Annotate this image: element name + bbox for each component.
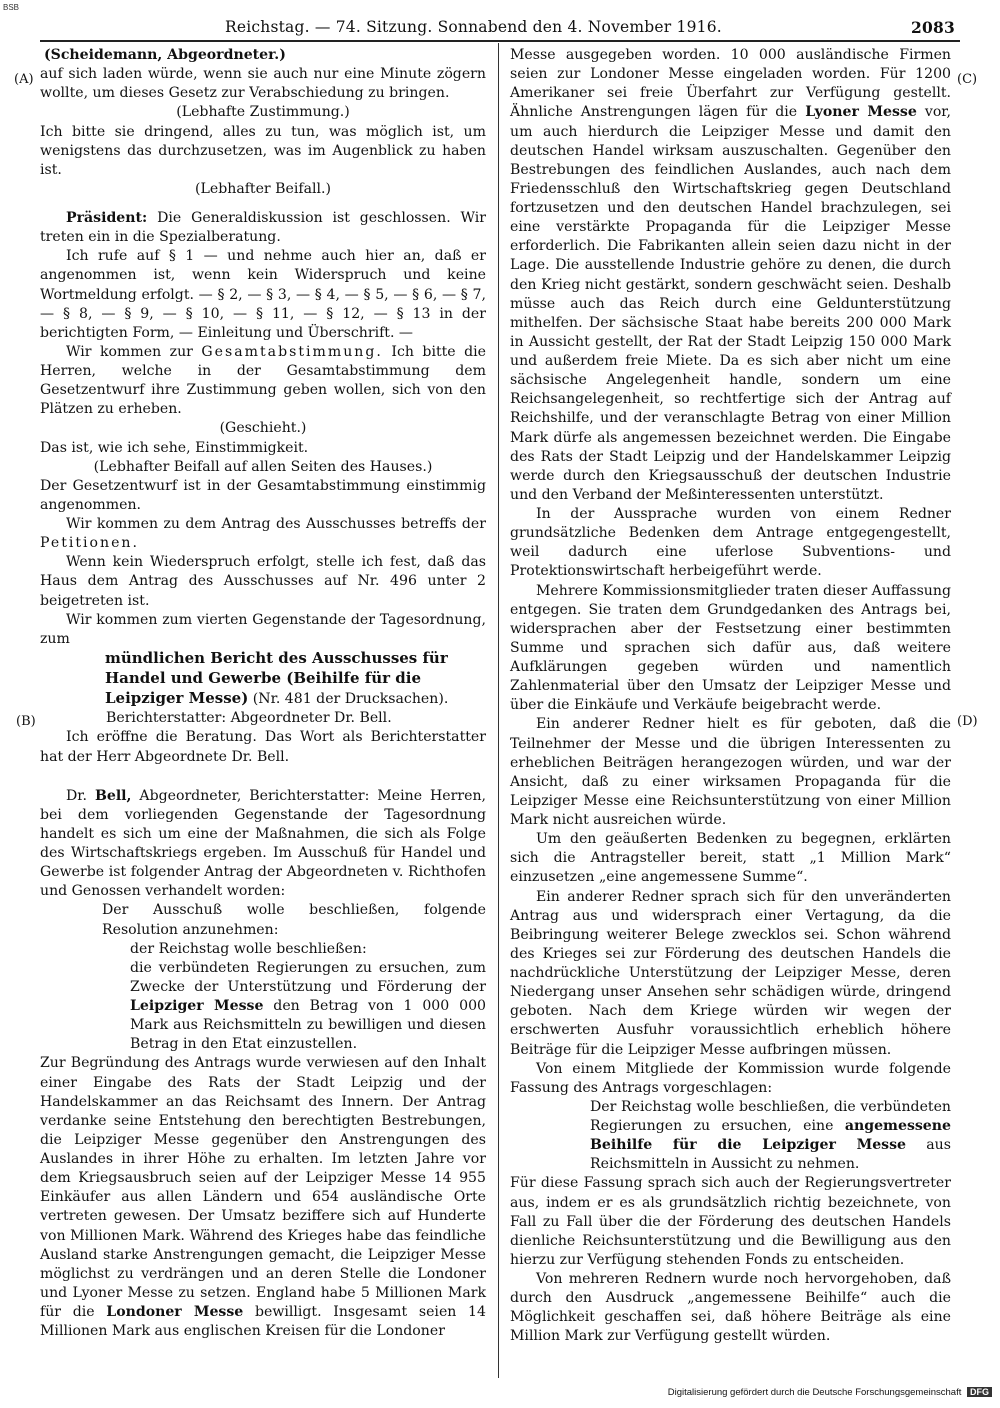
paragraph: Ich rufe auf § 1 — und nehme auch hier an, daß er angenommen ist, wenn kein Widerspruch und keine Wortmeldung erfolgt. — § 2, — § 3, — § 4, — § 5, — § 6, — § 7, — § 8, — § 9, — § 10, — § 11, — § 12, — § 13 in der berichtigten Form, — Einleitung und Überschrift. — — [40, 248, 486, 341]
right-column — [510, 46, 951, 1347]
paragraph: Um den geäußerten Bedenken zu begegnen, erklärten sich die Antragsteller bereit, statt „1 Million Mark“ einzusetzen „eine angemessene Summe“. — [510, 831, 951, 886]
paragraph: Ein anderer Redner sprach sich für den unveränderten Antrag aus und widersprach einer Vertagung, da die Beibringung weiterer Belege zwecklos sei. Schon während des Krieges sei zur Förderung des deutschen Handels die nachdrückliche Unterstützung der Leipziger Messe, deren Niedergang unser Ansehen sehr schädigen würde, dringend geboten. Nach dem Kriege würden wir wegen der erschwerten Ausfuhr voraussichtlich erheblich höhere Beiträge für die Leipziger Messe aufbringen müssen. — [510, 888, 951, 1058]
quote: Der Reichstag wolle beschließen, die verbündeten Regierungen zu ersuchen, eine angemessene Beihilfe für die Leipziger Messe aus Reichsmitteln in Aussicht zu nehmen. — [590, 1098, 951, 1173]
footer-text: Digitalisierung gefördert durch die Deutsche Forschungsgemeinschaft — [667, 1387, 962, 1398]
paragraph: Wenn kein Wiederspruch erfolgt, stelle ich fest, daß das Haus dem Antrag des Ausschusses auf Nr. 496 unter 2 beigetreten ist. — [40, 554, 486, 609]
paragraph: Der Gesetzentwurf ist in der Gesamtabstimmung einstimmig angenommen. — [40, 477, 486, 513]
reaction: (Lebhafter Beifall.) — [195, 180, 331, 197]
bell-paragraph: Dr. Bell, Abgeordneter, Berichterstatter: Meine Herren, bei dem vorliegenden Gegenstande der Tagesordnung handelt es sich um eine der Maßnahmen, die sich als Folge des Wirtschaftskriegs ergeben. Im Ausschuß für Handel und Gewerbe ist folgender Antrag der Abgeordneten v. Richthofen und Genossen verhandelt worden: — [40, 787, 486, 900]
paragraph: Für diese Fassung sprach sich auch der Regierungsvertreter aus, indem er es als grundsätzlich richtig bezeichnete, von Fall zu Fall über die der Förderung des deutschen Handels dienliche Reichsunterstützung und die Bewilligung aus den hierzu zur Verfügung stehenden Fonds zu entscheiden. — [510, 1175, 951, 1268]
paragraph: Messe ausgegeben worden. 10 000 ausländische Firmen seien zur Londoner Messe eingeladen worden. Für 1200 Amerikaner sei freie Überfahrt zur Verfügung gestellt. Ähnliche Anstrengungen lägen für die Lyoner Messe vor, um auch hierdurch die Leipziger Messe und damit den deutschen Handel wirksam auszuschalten. Gegenüber den Bestrebungen des feindlichen Auslandes, auch nach dem Friedensschluß den Wirtschaftskrieg gegen Deutschland fortzusetzen und den deutschen Handel brachzulegen, sei eine verstärkte Propaganda für die Leipziger Messe erforderlich. Die Fabrikanten allein seien dazu nicht in der Lage. Die ausstellende Industrie gehöre zu denen, die durch den Krieg nicht gestärkt, sondern geschwächt seien. Deshalb müsse auch das Reich durch eine Geldunterstützung mithelfen. Der sächsische Staat habe bereits 200 000 Mark in Aussicht gestellt, der Rat der Stadt Leipzig 150 000 Mark und außerdem freie Miete. Da es sich aber nicht um eine sächsische Angelegenheit handle, sondern um eine Reichsangelegenheit, so rechtfertige sich der Antrag auf Reichshilfe, und der veranschlagte Betrag von einer Million Mark dürfe als angemessen bezeichnet werden. Die Eingabe des Rats der Stadt Leipzig und der Handelskammer Leipzig werde durch den Kriegsausschuß der deutschen Industrie und den Verband der Meßinteressenten unterstützt. — [510, 47, 951, 503]
margin-mark-b: (B) — [16, 714, 36, 729]
header-rule — [40, 40, 960, 42]
paragraph: Ein anderer Redner hielt es für geboten, daß die Teilnehmer der Messe und die übrigen Interessenten zu erheblichen Beiträgen herangezogen würden, und war der Ansicht, daß zu einer wirksamen Propaganda für die Leipziger Messe eine Reichsunterstützung von einer Million Mark nicht ausreichen würde. — [510, 716, 951, 828]
dfg-logo: DFG — [967, 1387, 992, 1397]
left-column — [40, 46, 486, 1341]
paragraph: Wir kommen zur Gesamtabstimmung. Ich bitte die Herren, welche in der Gesamtabstimmung dem Gesetzentwurf ihre Zustimmung geben wollen, sich von den Plätzen zu erheben. — [40, 343, 486, 418]
paragraph: Das ist, wie ich sehe, Einstimmigkeit. — [40, 439, 309, 456]
speaker-name: Bell, — [94, 787, 132, 804]
margin-mark-c: (C) — [957, 72, 978, 87]
reporter-line: Berichterstatter: Abgeordneter Dr. Bell. — [106, 710, 392, 727]
paragraph: In der Aussprache wurden von einem Redner grundsätzliche Bedenken dem Antrage entgegengestellt, weil dadurch eine uferlose Subventions- und Protektionswirtschaft herbeigeführt werde. — [510, 506, 951, 580]
page-number: 2083 — [911, 18, 955, 37]
quote: die verbündeten Regierungen zu ersuchen, zum Zwecke der Unterstützung und Förderung der Leipziger Messe den Betrag von 1 000 000 Mark aus Reichsmitteln zu bewilligen und diesen Betrag in den Etat einzustellen. — [130, 959, 487, 1053]
paragraph: Ich bitte sie dringend, alles zu tun, was möglich ist, um wenigstens das durchzusetzen, was im Augenblick zu haben ist. — [40, 123, 486, 178]
paragraph: Wir kommen zu dem Antrag des Ausschusses betreffs der Petitionen. — [40, 516, 486, 552]
reaction: (Lebhafter Beifall auf allen Seiten des Hauses.) — [93, 458, 433, 475]
header-title: Reichstag. — 74. Sitzung. Sonnabend den 4. November 1916. — [225, 18, 722, 36]
paragraph: Zur Begründung des Antrags wurde verwiesen auf den Inhalt einer Eingabe des Rats der Stadt Leipzig und der Handelskammer an das Reichsamt des Innern. Der Antrag verdanke seine Entstehung den berechtigten Bestrebungen, die Leipziger Messe gegenüber den Anstrengungen des Auslandes in ihrer Höhe zu erhalten. Im letzten Jahre vor dem Kriegsausbruch seien auf der Leipziger Messe 14 955 Einkäufer aus allen Ländern und 654 ausländische Orte vertreten gewesen. Der Umsatz beziffere sich auf Hunderte von Millionen Mark. Während des Krieges habe das feindliche Ausland starke Anstrengungen gemacht, die Leipziger Messe möglichst zu verdrängen und an deren Stelle die Londoner und Lyoner Messe zu setzen. England habe 5 Millionen Mark für die Londoner Messe bewilligt. Insgesamt seien 14 Millionen Mark aus englischen Kreisen für die Londoner — [40, 1055, 486, 1340]
speaker-heading: (Scheidemann, Abgeordneter.) — [44, 47, 286, 63]
paragraph: Von mehreren Rednern wurde noch hervorgehoben, daß durch den Ausdruck „angemessene Beihilfe“ auch die Möglichkeit geschaffen sei, daß höhere Beiträge als eine Million Mark zur Verfügung gestellt würden. — [510, 1271, 951, 1345]
president-paragraph: Präsident: Die Generaldiskussion ist geschlossen. Wir treten ein in die Spezialberatung. — [40, 210, 486, 246]
reaction: (Geschieht.) — [219, 420, 307, 437]
reaction: (Lebhafte Zustimmung.) — [176, 104, 350, 121]
paragraph: Wir kommen zum vierten Gegenstande der Tagesordnung, zum — [40, 611, 486, 647]
margin-mark-a: (A) — [14, 72, 34, 87]
library-mark: BSB — [3, 3, 20, 12]
paragraph: Von einem Mitgliede der Kommission wurde folgende Fassung des Antrags vorgeschlagen: — [510, 1060, 951, 1096]
quote: der Reichstag wolle beschließen: — [130, 940, 367, 957]
president-label: Präsident: — [66, 210, 148, 226]
paragraph: Ich eröffne die Beratung. Das Wort als Berichterstatter hat der Herr Abgeordnete Dr. Bell. — [40, 729, 486, 765]
quote: Der Ausschuß wolle beschließen, folgende Resolution anzunehmen: — [102, 902, 486, 938]
footer — [668, 1387, 992, 1398]
agenda-heading: mündlichen Bericht des Ausschusses für Handel und Gewerbe (Beihilfe für die Leipziger Messe) (Nr. 481 der Drucksachen). — [105, 648, 449, 708]
margin-mark-d: (D) — [957, 714, 978, 729]
paragraph: auf sich laden würde, wenn sie auch nur eine Minute zögern wollte, um dieses Gesetz zur Verabschiedung zu bringen. — [40, 66, 486, 102]
paragraph: Mehrere Kommissionsmitglieder traten dieser Auffassung entgegen. Sie traten dem Grundgedanken des Antrags bei, widersprachen aber der Festsetzung einer bestimmten Summe und sprachen sich dafür aus, daß weitere Aufklärungen gegeben würden und namentlich Zahlenmaterial über den Umsatz der Leipziger Messe und über die Einkäufe und Verkäufe beigebracht werde. — [510, 582, 951, 714]
page-header — [225, 18, 955, 36]
column-divider — [498, 43, 499, 1378]
